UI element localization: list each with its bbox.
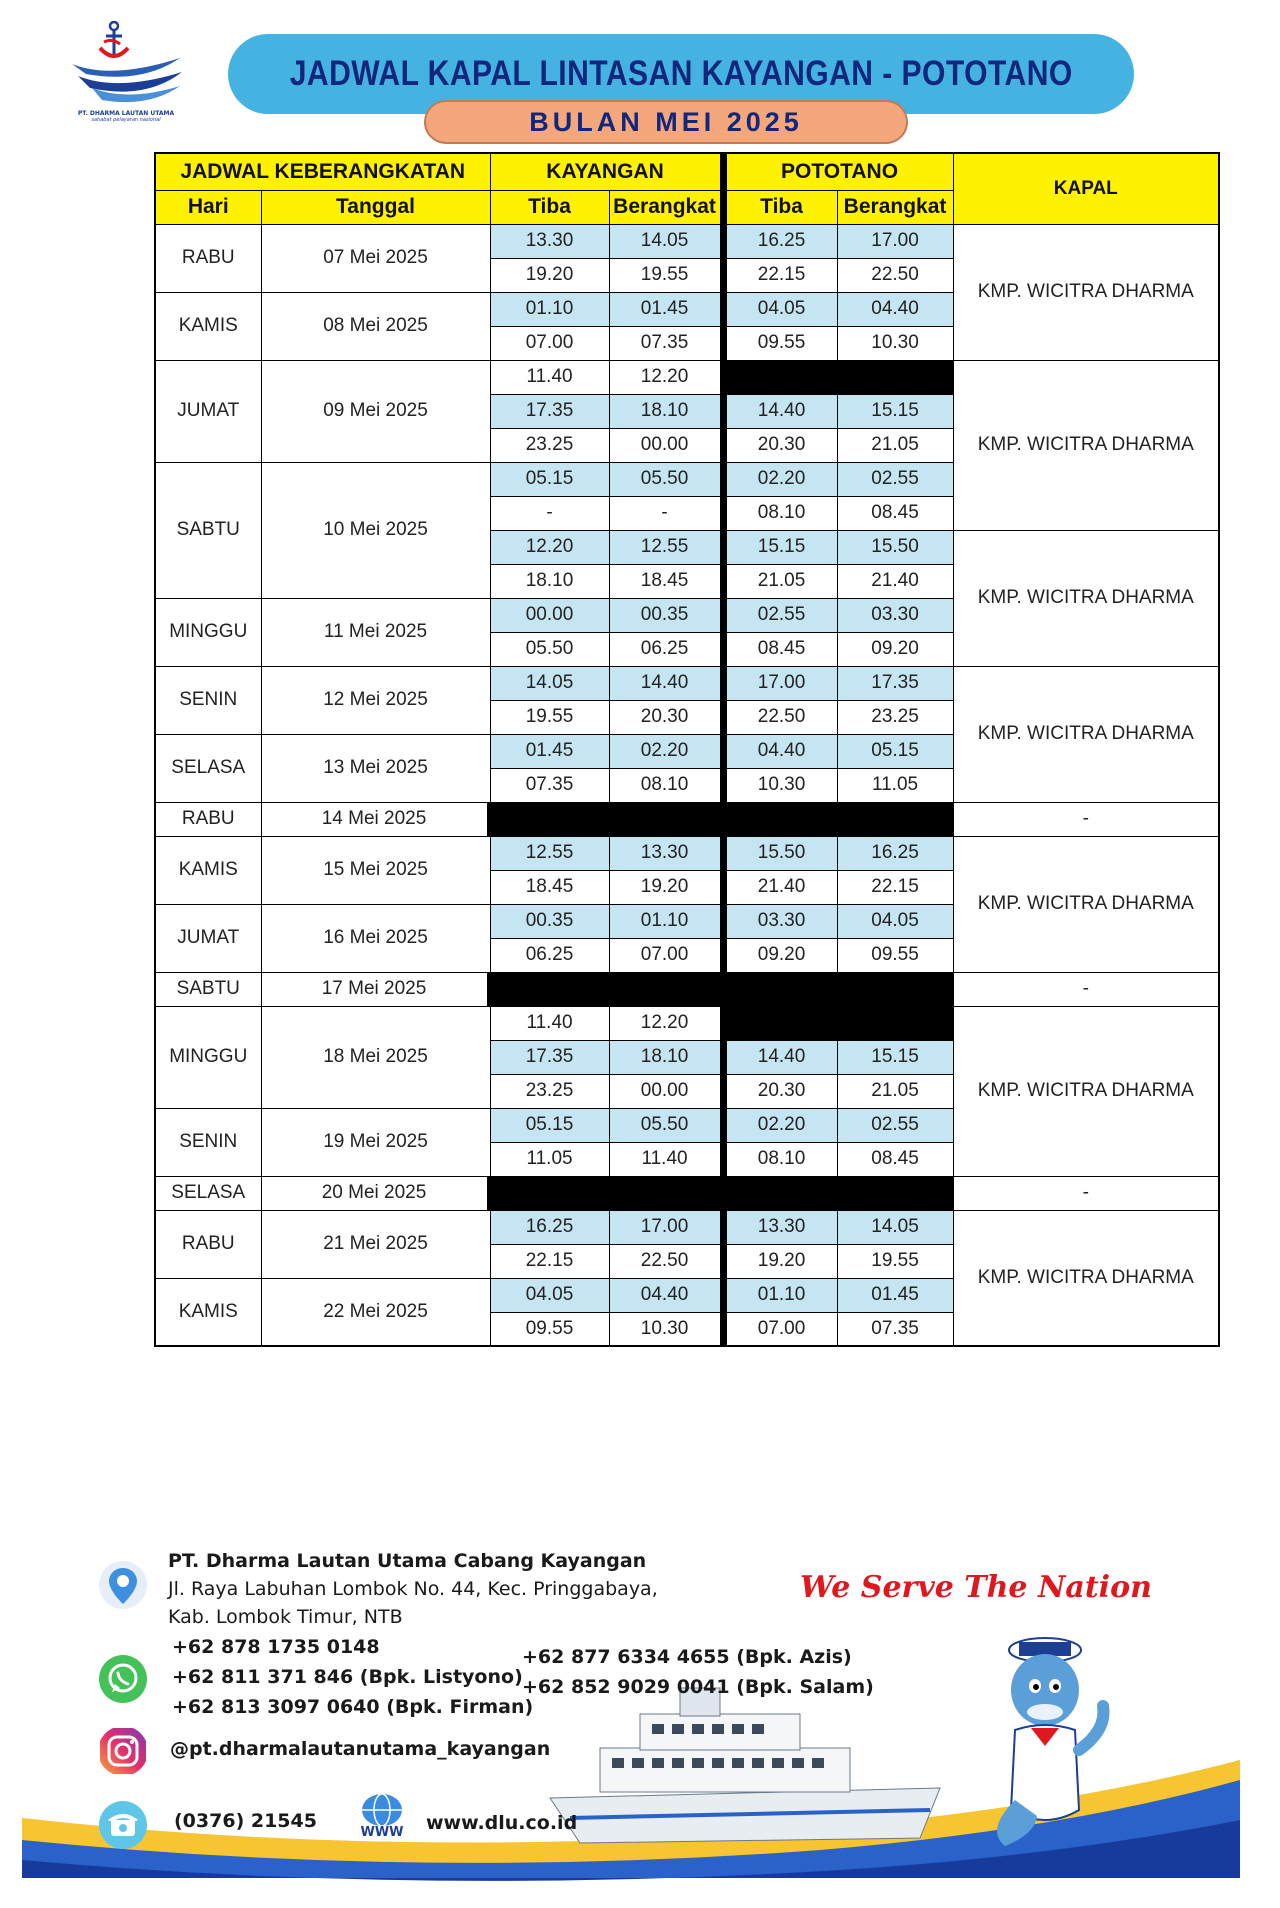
subtitle-banner	[424, 100, 908, 144]
cell-hari: SELASA	[155, 734, 261, 802]
header-tanggal: Tanggal	[261, 190, 490, 224]
cell-pototano-berangkat: 23.25	[837, 700, 953, 734]
cell-pototano-berangkat: 21.05	[837, 428, 953, 462]
cell-hari: SABTU	[155, 972, 261, 1006]
cell-tanggal: 17 Mei 2025	[261, 972, 490, 1006]
www-label: WWW	[360, 1825, 404, 1838]
cell-kayangan-berangkat: 19.20	[609, 870, 723, 904]
cell-hari: RABU	[155, 1210, 261, 1278]
cell-tanggal: 12 Mei 2025	[261, 666, 490, 734]
globe-www-icon	[354, 1792, 410, 1838]
cell-kayangan-berangkat: 12.20	[609, 360, 723, 394]
cell-no-service	[490, 1176, 953, 1210]
cell-kayangan-berangkat: 07.35	[609, 326, 723, 360]
cell-kayangan-tiba: 23.25	[490, 1074, 609, 1108]
cell-kayangan-berangkat: -	[609, 496, 723, 530]
cell-kayangan-tiba: 05.15	[490, 462, 609, 496]
cell-pototano-tiba: 08.45	[723, 632, 837, 666]
cell-kayangan-berangkat: 00.00	[609, 428, 723, 462]
cell-pototano-berangkat: 05.15	[837, 734, 953, 768]
anchor-logo-icon	[62, 20, 190, 108]
cell-kayangan-tiba: 12.55	[490, 836, 609, 870]
cell-kayangan-berangkat: 13.30	[609, 836, 723, 870]
phone-left-3: +62 813 3097 0640 (Bpk. Firman)	[172, 1696, 534, 1718]
phone-left-1: +62 878 1735 0148	[172, 1636, 380, 1658]
instagram-handle[interactable]: @pt.dharmalautanutama_kayangan	[170, 1738, 551, 1760]
phone-left-2: +62 811 371 846 (Bpk. Listyono)	[172, 1666, 523, 1688]
cell-pototano-tiba: 20.30	[723, 428, 837, 462]
cell-kayangan-berangkat: 22.50	[609, 1244, 723, 1278]
cell-pototano-berangkat: 11.05	[837, 768, 953, 802]
cell-pototano-berangkat: 02.55	[837, 1108, 953, 1142]
footer-company-name: PT. Dharma Lautan Utama Cabang Kayangan	[168, 1550, 647, 1572]
cell-pototano-berangkat: 17.00	[837, 224, 953, 258]
cell-tanggal: 15 Mei 2025	[261, 836, 490, 904]
cell-kayangan-tiba: 06.25	[490, 938, 609, 972]
table-row	[155, 972, 1219, 1006]
cell-pototano-berangkat: 07.35	[837, 1312, 953, 1346]
cell-kayangan-tiba: 11.40	[490, 1006, 609, 1040]
cell-kayangan-berangkat: 07.00	[609, 938, 723, 972]
cell-pototano-tiba: 02.55	[723, 598, 837, 632]
dolphin-mascot-illustration	[975, 1620, 1115, 1850]
cell-pototano-tiba: 13.30	[723, 1210, 837, 1244]
cell-hari: RABU	[155, 802, 261, 836]
cell-kayangan-tiba: 01.10	[490, 292, 609, 326]
cell-pototano-berangkat: 10.30	[837, 326, 953, 360]
cell-pototano-berangkat	[837, 1006, 953, 1040]
cell-pototano-berangkat: 19.55	[837, 1244, 953, 1278]
location-pin-icon	[98, 1560, 148, 1610]
cell-kayangan-berangkat: 00.00	[609, 1074, 723, 1108]
cell-pototano-tiba: 14.40	[723, 394, 837, 428]
cell-pototano-tiba: 09.55	[723, 326, 837, 360]
cell-kayangan-tiba: 00.35	[490, 904, 609, 938]
whatsapp-icon	[98, 1654, 148, 1704]
schedule-table	[154, 152, 1220, 1347]
cell-kayangan-berangkat: 06.25	[609, 632, 723, 666]
cell-kayangan-tiba: 11.40	[490, 360, 609, 394]
cell-hari: SABTU	[155, 462, 261, 598]
cell-pototano-berangkat: 15.15	[837, 1040, 953, 1074]
cell-pototano-berangkat: 02.55	[837, 462, 953, 496]
ferry-ship-illustration	[540, 1678, 960, 1848]
cell-kayangan-berangkat: 14.40	[609, 666, 723, 700]
cell-kapal: -	[953, 802, 1219, 836]
cell-pototano-tiba: 02.20	[723, 462, 837, 496]
cell-tanggal: 18 Mei 2025	[261, 1006, 490, 1108]
page-subtitle: BULAN MEI 2025	[529, 106, 803, 137]
cell-kapal: KMP. WICITRA DHARMA	[953, 224, 1219, 360]
cell-pototano-tiba: 09.20	[723, 938, 837, 972]
cell-tanggal: 08 Mei 2025	[261, 292, 490, 360]
cell-kayangan-tiba: 11.05	[490, 1142, 609, 1176]
website-link[interactable]: www.dlu.co.id	[426, 1812, 578, 1834]
cell-pototano-berangkat: 01.45	[837, 1278, 953, 1312]
cell-kayangan-tiba: 07.35	[490, 768, 609, 802]
cell-pototano-tiba: 02.20	[723, 1108, 837, 1142]
table-row	[155, 1176, 1219, 1210]
cell-kapal: KMP. WICITRA DHARMA	[953, 836, 1219, 972]
cell-kayangan-berangkat: 01.45	[609, 292, 723, 326]
cell-kayangan-tiba: 18.10	[490, 564, 609, 598]
cell-pototano-berangkat: 14.05	[837, 1210, 953, 1244]
cell-kayangan-berangkat: 02.20	[609, 734, 723, 768]
cell-pototano-tiba: 17.00	[723, 666, 837, 700]
cell-kayangan-berangkat: 04.40	[609, 1278, 723, 1312]
cell-kayangan-tiba: 23.25	[490, 428, 609, 462]
cell-kapal: KMP. WICITRA DHARMA	[953, 1006, 1219, 1176]
cell-kayangan-tiba: 13.30	[490, 224, 609, 258]
cell-kayangan-tiba: 17.35	[490, 1040, 609, 1074]
header-jadwal-keberangkatan: JADWAL KEBERANGKATAN	[155, 153, 490, 190]
footer-address-line1: Jl. Raya Labuhan Lombok No. 44, Kec. Pringgabaya,	[168, 1578, 658, 1600]
cell-pototano-tiba: 08.10	[723, 496, 837, 530]
cell-no-service	[490, 802, 953, 836]
cell-hari: KAMIS	[155, 292, 261, 360]
cell-pototano-berangkat: 04.40	[837, 292, 953, 326]
cell-tanggal: 14 Mei 2025	[261, 802, 490, 836]
page-title: JADWAL KAPAL LINTASAN KAYANGAN - POTOTANO	[289, 54, 1073, 93]
table-row	[155, 666, 1219, 700]
cell-kayangan-tiba: 09.55	[490, 1312, 609, 1346]
cell-pototano-berangkat: 08.45	[837, 496, 953, 530]
cell-pototano-tiba: 03.30	[723, 904, 837, 938]
cell-kayangan-berangkat: 12.20	[609, 1006, 723, 1040]
cell-pototano-tiba: 22.50	[723, 700, 837, 734]
cell-tanggal: 07 Mei 2025	[261, 224, 490, 292]
phone-right-2: +62 852 9029 0041 (Bpk. Salam)	[522, 1676, 874, 1698]
cell-hari: KAMIS	[155, 836, 261, 904]
cell-kayangan-tiba: 12.20	[490, 530, 609, 564]
footer	[0, 1530, 1280, 1908]
phone-right-1: +62 877 6334 4655 (Bpk. Azis)	[522, 1646, 852, 1668]
cell-tanggal: 22 Mei 2025	[261, 1278, 490, 1346]
cell-pototano-berangkat: 03.30	[837, 598, 953, 632]
cell-pototano-tiba: 15.15	[723, 530, 837, 564]
header-kayangan: KAYANGAN	[490, 153, 723, 190]
cell-kayangan-berangkat: 08.10	[609, 768, 723, 802]
slogan: We Serve The Nation	[800, 1570, 1152, 1605]
cell-pototano-tiba: 10.30	[723, 768, 837, 802]
cell-tanggal: 16 Mei 2025	[261, 904, 490, 972]
cell-pototano-berangkat: 04.05	[837, 904, 953, 938]
cell-kayangan-berangkat: 17.00	[609, 1210, 723, 1244]
cell-tanggal: 20 Mei 2025	[261, 1176, 490, 1210]
table-row	[155, 836, 1219, 870]
cell-kayangan-tiba: 17.35	[490, 394, 609, 428]
logo-tagline: sahabat pelayaran nasional	[91, 117, 161, 123]
cell-hari: SELASA	[155, 1176, 261, 1210]
cell-kayangan-berangkat: 01.10	[609, 904, 723, 938]
cell-kayangan-tiba: 19.55	[490, 700, 609, 734]
header-kayangan-tiba: Tiba	[490, 190, 609, 224]
cell-kayangan-berangkat: 18.10	[609, 1040, 723, 1074]
cell-tanggal: 09 Mei 2025	[261, 360, 490, 462]
cell-kayangan-berangkat: 18.10	[609, 394, 723, 428]
cell-pototano-tiba: 04.40	[723, 734, 837, 768]
cell-pototano-berangkat: 15.50	[837, 530, 953, 564]
cell-kayangan-tiba: 18.45	[490, 870, 609, 904]
table-row	[155, 1210, 1219, 1244]
cell-no-service	[490, 972, 953, 1006]
cell-hari: KAMIS	[155, 1278, 261, 1346]
cell-pototano-tiba: 07.00	[723, 1312, 837, 1346]
header-pototano: POTOTANO	[723, 153, 953, 190]
cell-hari: RABU	[155, 224, 261, 292]
table-row	[155, 802, 1219, 836]
cell-pototano-tiba: 22.15	[723, 258, 837, 292]
cell-hari: MINGGU	[155, 598, 261, 666]
cell-pototano-tiba: 16.25	[723, 224, 837, 258]
cell-kapal: KMP. WICITRA DHARMA	[953, 1210, 1219, 1346]
cell-kayangan-berangkat: 11.40	[609, 1142, 723, 1176]
cell-pototano-tiba: 15.50	[723, 836, 837, 870]
cell-kapal: KMP. WICITRA DHARMA	[953, 360, 1219, 530]
cell-pototano-berangkat: 21.40	[837, 564, 953, 598]
cell-kayangan-tiba: 07.00	[490, 326, 609, 360]
cell-pototano-berangkat: 09.20	[837, 632, 953, 666]
landline-number: (0376) 21545	[174, 1810, 317, 1832]
cell-tanggal: 19 Mei 2025	[261, 1108, 490, 1176]
schedule-table-container	[154, 152, 1218, 1347]
cell-hari: JUMAT	[155, 904, 261, 972]
footer-address-line2: Kab. Lombok Timur, NTB	[168, 1606, 403, 1628]
cell-pototano-tiba	[723, 360, 837, 394]
cell-hari: SENIN	[155, 1108, 261, 1176]
cell-pototano-berangkat: 21.05	[837, 1074, 953, 1108]
cell-kayangan-berangkat: 18.45	[609, 564, 723, 598]
cell-pototano-tiba	[723, 1006, 837, 1040]
cell-pototano-tiba: 01.10	[723, 1278, 837, 1312]
cell-pototano-tiba: 04.05	[723, 292, 837, 326]
table-row	[155, 224, 1219, 258]
schedule-body	[155, 224, 1219, 1346]
cell-pototano-berangkat: 22.50	[837, 258, 953, 292]
header-pototano-tiba: Tiba	[723, 190, 837, 224]
cell-pototano-tiba: 14.40	[723, 1040, 837, 1074]
cell-kayangan-tiba: -	[490, 496, 609, 530]
cell-tanggal: 13 Mei 2025	[261, 734, 490, 802]
cell-hari: MINGGU	[155, 1006, 261, 1108]
cell-kapal: KMP. WICITRA DHARMA	[953, 530, 1219, 666]
cell-pototano-berangkat	[837, 360, 953, 394]
cell-kayangan-berangkat: 19.55	[609, 258, 723, 292]
cell-kapal: KMP. WICITRA DHARMA	[953, 666, 1219, 802]
cell-kayangan-berangkat: 20.30	[609, 700, 723, 734]
cell-pototano-tiba: 20.30	[723, 1074, 837, 1108]
cell-kayangan-tiba: 05.15	[490, 1108, 609, 1142]
cell-kayangan-berangkat: 12.55	[609, 530, 723, 564]
cell-pototano-berangkat: 17.35	[837, 666, 953, 700]
cell-pototano-tiba: 08.10	[723, 1142, 837, 1176]
cell-kayangan-tiba: 19.20	[490, 258, 609, 292]
cell-tanggal: 10 Mei 2025	[261, 462, 490, 598]
cell-tanggal: 21 Mei 2025	[261, 1210, 490, 1278]
instagram-icon	[98, 1726, 148, 1776]
cell-kayangan-berangkat: 00.35	[609, 598, 723, 632]
telephone-icon	[98, 1800, 148, 1850]
cell-kayangan-tiba: 14.05	[490, 666, 609, 700]
cell-kapal: -	[953, 972, 1219, 1006]
header-hari: Hari	[155, 190, 261, 224]
cell-kayangan-tiba: 05.50	[490, 632, 609, 666]
cell-kayangan-berangkat: 14.05	[609, 224, 723, 258]
header-kapal: KAPAL	[953, 153, 1219, 224]
cell-pototano-berangkat: 16.25	[837, 836, 953, 870]
cell-pototano-berangkat: 22.15	[837, 870, 953, 904]
cell-pototano-berangkat: 09.55	[837, 938, 953, 972]
cell-kayangan-berangkat: 10.30	[609, 1312, 723, 1346]
cell-kayangan-berangkat: 05.50	[609, 1108, 723, 1142]
cell-hari: JUMAT	[155, 360, 261, 462]
cell-pototano-berangkat: 08.45	[837, 1142, 953, 1176]
cell-kapal: -	[953, 1176, 1219, 1210]
table-row	[155, 1006, 1219, 1040]
cell-kayangan-tiba: 16.25	[490, 1210, 609, 1244]
table-row	[155, 360, 1219, 394]
cell-pototano-tiba: 21.05	[723, 564, 837, 598]
header-kayangan-berangkat: Berangkat	[609, 190, 723, 224]
cell-kayangan-tiba: 00.00	[490, 598, 609, 632]
cell-kayangan-berangkat: 05.50	[609, 462, 723, 496]
company-logo	[62, 20, 190, 130]
cell-kayangan-tiba: 01.45	[490, 734, 609, 768]
cell-pototano-tiba: 21.40	[723, 870, 837, 904]
logo-company-name: PT. DHARMA LAUTAN UTAMA	[77, 110, 175, 117]
cell-pototano-tiba: 19.20	[723, 1244, 837, 1278]
header-pototano-berangkat: Berangkat	[837, 190, 953, 224]
cell-hari: SENIN	[155, 666, 261, 734]
cell-kayangan-tiba: 22.15	[490, 1244, 609, 1278]
cell-tanggal: 11 Mei 2025	[261, 598, 490, 666]
cell-pototano-berangkat: 15.15	[837, 394, 953, 428]
cell-kayangan-tiba: 04.05	[490, 1278, 609, 1312]
